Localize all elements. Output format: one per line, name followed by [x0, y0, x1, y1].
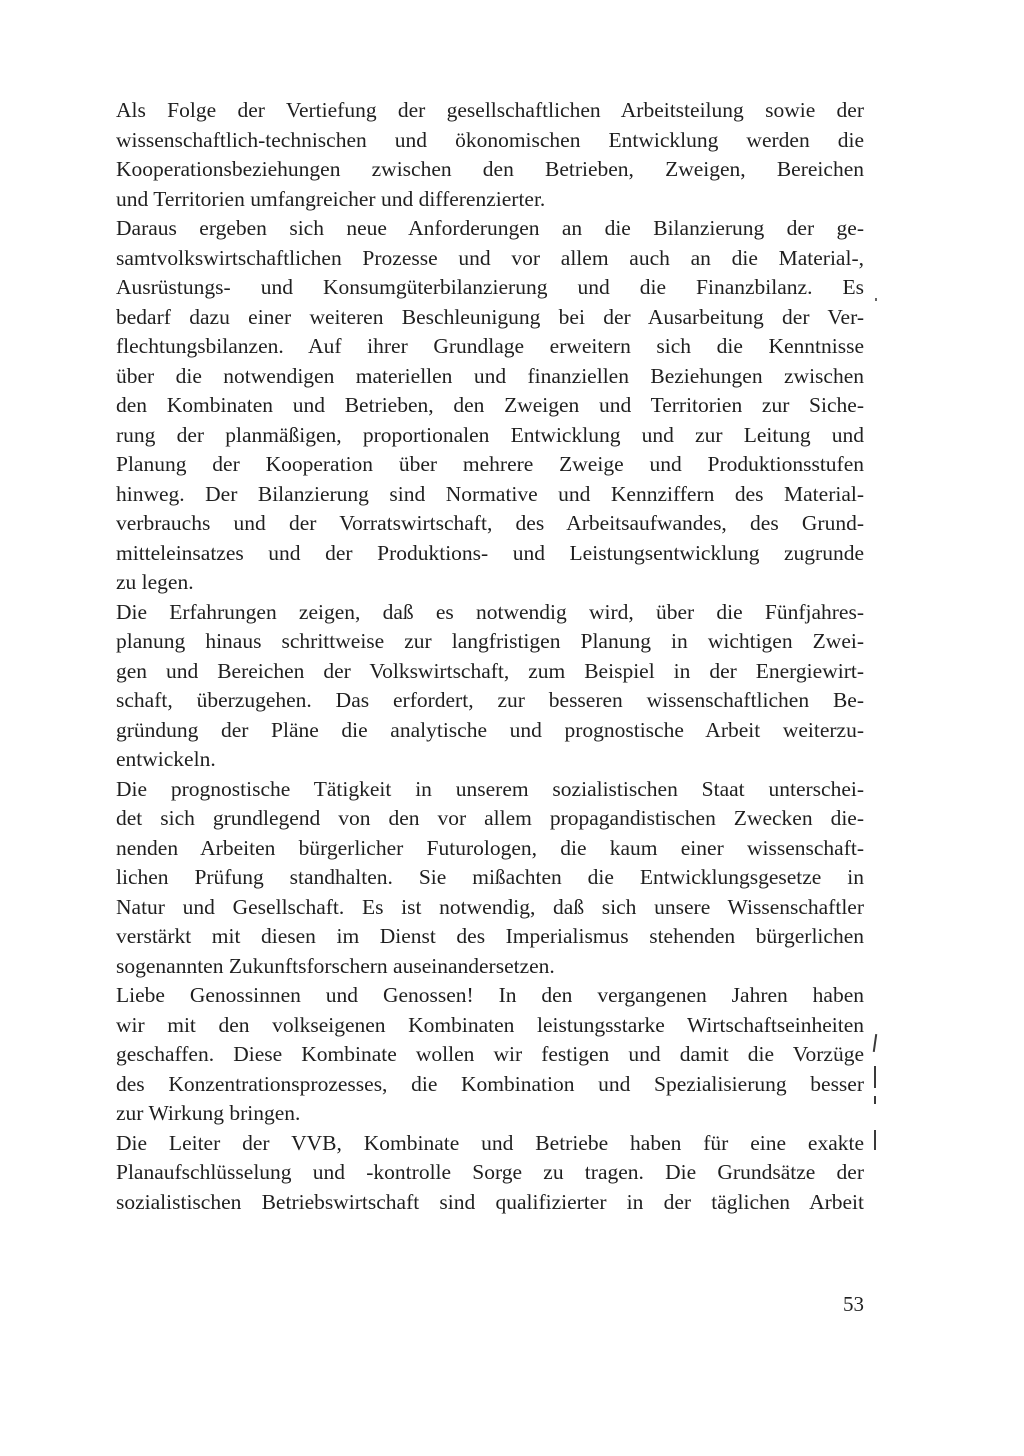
text-line: Die Erfahrungen zeigen, daß es notwendig wird, über die Fünfjahres-: [116, 599, 864, 624]
text-line: mitteleinsatzes und der Produktions- und Leistungsentwicklung zugrunde: [116, 540, 864, 565]
text-line: und Territorien umfangreicher und differenzierter.: [116, 186, 546, 211]
page-number: 53: [843, 1292, 864, 1316]
text-line: wir mit den volkseigenen Kombinaten leistungsstarke Wirtschaftseinheiten: [116, 1012, 864, 1037]
page-body: [92, 96, 864, 1217]
text-line: zur Wirkung bringen.: [116, 1101, 301, 1125]
text-line: sogenannten Zukunftsforschern auseinandersetzen.: [116, 953, 555, 978]
text-line: Natur und Gesellschaft. Es ist notwendig, daß sich unsere Wissenschaftler: [116, 894, 864, 919]
text-line: den Kombinaten und Betrieben, den Zweigen und Territorien zur Siche-: [116, 393, 864, 417]
text-line: schaft, überzugehen. Das erfordert, zur besseren wissenschaftlichen Be-: [116, 688, 864, 712]
text-line: det sich grundlegend von den vor allem propagandistischen Zwecken die-: [116, 806, 864, 830]
paragraph-4: [92, 775, 864, 982]
paragraph-2: [92, 214, 864, 598]
margin-mark: [873, 1034, 877, 1052]
text-line: rung der planmäßigen, proportionalen Entwicklung und zur Leitung und: [116, 422, 864, 447]
scan-speck: [875, 298, 877, 301]
text-line: bedarf dazu einer weiteren Beschleunigung bei der Ausarbeitung der Ver-: [116, 304, 864, 329]
margin-mark: [874, 1096, 876, 1104]
paragraph-1: [92, 96, 864, 214]
text-line: gen und Bereichen der Volkswirtschaft, zum Beispiel in der Energiewirt-: [116, 658, 864, 683]
paragraph-6: [92, 1129, 864, 1218]
text-line: Daraus ergeben sich neue Anforderungen an die Bilanzierung der ge-: [116, 216, 864, 240]
margin-mark: [874, 1066, 876, 1088]
text-line: über die notwendigen materiellen und finanziellen Beziehungen zwischen: [116, 363, 864, 388]
text-line: Planaufschlüsselung und -kontrolle Sorge zu tragen. Die Grundsätze der: [116, 1160, 864, 1184]
text-line: geschaffen. Diese Kombinate wollen wir festigen und damit die Vorzüge: [116, 1042, 864, 1066]
text-line: wissenschaftlich-technischen und ökonomischen Entwicklung werden die: [116, 127, 864, 152]
text-line: hinweg. Der Bilanzierung sind Normative und Kennziffern des Material-: [116, 481, 864, 506]
paragraph-3: [92, 598, 864, 775]
text-line: des Konzentrationsprozesses, die Kombination und Spezialisierung besser: [116, 1071, 864, 1096]
text-line: verbrauchs und der Vorratswirtschaft, des Arbeitsaufwandes, des Grund-: [116, 511, 864, 535]
text-line: planung hinaus schrittweise zur langfristigen Planung in wichtigen Zwei-: [116, 629, 864, 653]
text-line: Die prognostische Tätigkeit in unserem sozialistischen Staat unterschei-: [116, 776, 864, 801]
margin-annotation-marks: [868, 1034, 880, 1154]
text-line: lichen Prüfung standhalten. Sie mißachten die Entwicklungsgesetze in: [116, 865, 864, 889]
text-line: samtvolkswirtschaftlichen Prozesse und vor allem auch an die Material-,: [116, 245, 864, 270]
text-line: entwickeln.: [116, 747, 216, 771]
text-line: nenden Arbeiten bürgerlicher Futurologen, die kaum einer wissenschaft-: [116, 835, 864, 860]
text-line: gründung der Pläne die analytische und prognostische Arbeit weiterzu-: [116, 717, 864, 742]
text-line: Ausrüstungs- und Konsumgüterbilanzierung und die Finanzbilanz. Es: [116, 275, 864, 299]
text-line: zu legen.: [116, 570, 194, 594]
text-line: sozialistischen Betriebswirtschaft sind qualifizierter in der täglichen Arbeit: [116, 1189, 864, 1214]
text-line: Planung der Kooperation über mehrere Zweige und Produktionsstufen: [116, 452, 864, 476]
paragraph-5: [92, 981, 864, 1129]
text-line: Als Folge der Vertiefung der gesellschaftlichen Arbeitsteilung sowie der: [116, 98, 864, 122]
margin-mark: [874, 1130, 876, 1150]
text-line: Die Leiter der VVB, Kombinate und Betriebe haben für eine exakte: [116, 1130, 864, 1155]
text-line: flechtungsbilanzen. Auf ihrer Grundlage erweitern sich die Kenntnisse: [116, 334, 864, 358]
text-line: verstärkt mit diesen im Dienst des Imperialismus stehenden bürgerlichen: [116, 924, 864, 948]
text-line: Liebe Genossinnen und Genossen! In den vergangenen Jahren haben: [116, 983, 864, 1007]
text-line: Kooperationsbeziehungen zwischen den Betrieben, Zweigen, Bereichen: [116, 157, 864, 181]
